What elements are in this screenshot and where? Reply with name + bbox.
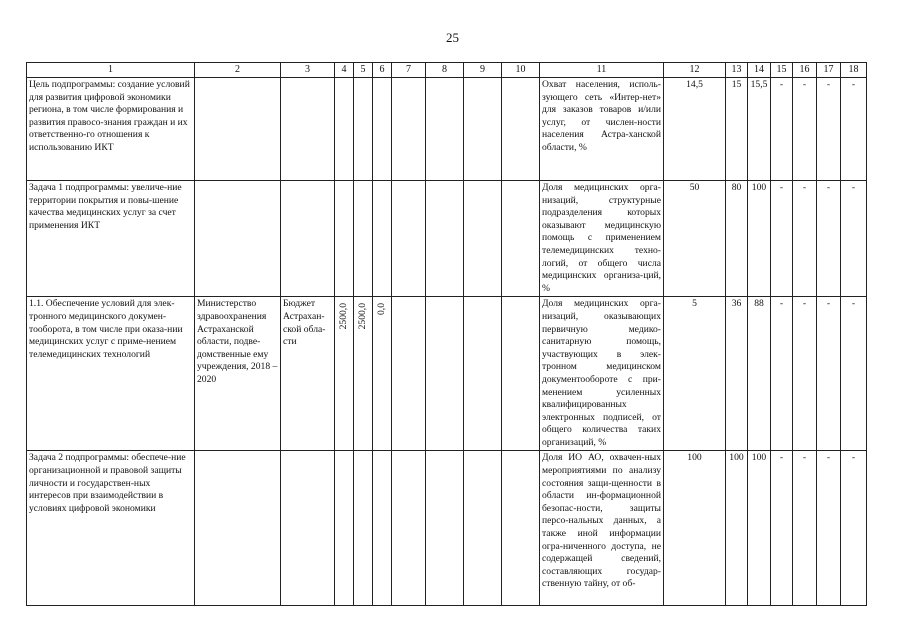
amount-year-2: 0,0 <box>375 303 387 316</box>
indicator-cell: Охват населения, исполь-зующего сеть «Интер-нет» для заказов товаров и/или услуг, от числен-ности населения Астра-ханской области, % <box>540 78 664 181</box>
amount-cell <box>335 451 354 606</box>
funding-source-cell <box>281 451 335 606</box>
amount-cell <box>354 78 373 181</box>
value-cell: - <box>793 451 817 606</box>
col-header: 3 <box>281 63 335 78</box>
value-cell: 36 <box>726 297 748 451</box>
value-cell: - <box>771 297 793 451</box>
amount-cell <box>373 297 392 451</box>
col-header: 1 <box>27 63 195 78</box>
col-header: 9 <box>464 63 502 78</box>
value-cell: - <box>771 181 793 297</box>
empty-cell <box>464 297 502 451</box>
value-cell: - <box>771 78 793 181</box>
empty-cell <box>392 451 426 606</box>
value-cell: 15,5 <box>748 78 771 181</box>
amount-cell <box>373 78 392 181</box>
value-cell: 100 <box>748 181 771 297</box>
amount-cell <box>354 181 373 297</box>
amount-total: 2500,0 <box>337 303 349 330</box>
empty-cell <box>426 181 464 297</box>
value-cell: 100 <box>664 451 726 606</box>
empty-cell <box>464 181 502 297</box>
amount-cell <box>354 451 373 606</box>
funding-source-cell: Бюджет Астрахан-ской обла-сти <box>281 297 335 451</box>
table-row <box>27 451 867 606</box>
value-cell: 5 <box>664 297 726 451</box>
value-cell: - <box>793 181 817 297</box>
header-row <box>27 63 867 78</box>
funding-source-cell <box>281 181 335 297</box>
task-cell: Задача 1 подпрограммы: увеличе-ние территории покрытия и повы-шение качества медицинских услуг за счет применения ИКТ <box>27 181 195 297</box>
goal-cell: Цель подпрограммы: создание условий для развития цифровой экономики региона, в том числе формирования и развития правосо-знания граждан и их ответственно-го отношения к использованию ИКТ <box>27 78 195 181</box>
empty-cell <box>502 181 540 297</box>
col-header: 17 <box>817 63 841 78</box>
executor-cell <box>195 78 281 181</box>
col-header: 14 <box>748 63 771 78</box>
value-cell: - <box>793 297 817 451</box>
indicator-cell: Доля ИО АО, охвачен-ных мероприятиями по анализу состояния защи-щенности в области ин-формационной безопас-ности, защиты персо-нальных данных, а также иной информации огра-ниченного доступа, не содержащей сведений, составляющих государ-ственную тайну, от об- <box>540 451 664 606</box>
value-cell: - <box>793 78 817 181</box>
value-cell: 100 <box>748 451 771 606</box>
value-cell: - <box>817 297 841 451</box>
funding-source-cell <box>281 78 335 181</box>
value-cell: 50 <box>664 181 726 297</box>
empty-cell <box>426 297 464 451</box>
program-table <box>26 62 867 606</box>
executor-cell <box>195 451 281 606</box>
col-header: 16 <box>793 63 817 78</box>
empty-cell <box>502 78 540 181</box>
amount-cell <box>335 78 354 181</box>
value-cell: - <box>841 297 867 451</box>
value-cell: 14,5 <box>664 78 726 181</box>
col-header: 8 <box>426 63 464 78</box>
empty-cell <box>392 78 426 181</box>
value-cell: - <box>771 451 793 606</box>
value-cell: 100 <box>726 451 748 606</box>
col-header: 7 <box>392 63 426 78</box>
value-cell: - <box>817 181 841 297</box>
empty-cell <box>426 451 464 606</box>
empty-cell <box>426 78 464 181</box>
col-header: 13 <box>726 63 748 78</box>
value-cell: - <box>841 181 867 297</box>
task-cell: Задача 2 подпрограммы: обеспече-ние организационной и правовой защиты личности и государствен-ных интересов при взаимодействии в условиях цифровой экономики <box>27 451 195 606</box>
empty-cell <box>392 181 426 297</box>
col-header: 5 <box>354 63 373 78</box>
empty-cell <box>464 78 502 181</box>
col-header: 2 <box>195 63 281 78</box>
empty-cell <box>502 297 540 451</box>
value-cell: - <box>817 78 841 181</box>
executor-cell: Министерство здравоохранения Астраханской области, подве-домственные ему учреждения, 2018 – 2020 <box>195 297 281 451</box>
amount-cell <box>373 181 392 297</box>
table-row <box>27 181 867 297</box>
col-header: 4 <box>335 63 354 78</box>
empty-cell <box>464 451 502 606</box>
page-number: 25 <box>446 30 459 45</box>
table-row <box>27 297 867 451</box>
value-cell: - <box>841 451 867 606</box>
value-cell: 80 <box>726 181 748 297</box>
executor-cell <box>195 181 281 297</box>
empty-cell <box>392 297 426 451</box>
amount-cell <box>335 297 354 451</box>
value-cell: 88 <box>748 297 771 451</box>
amount-cell <box>373 451 392 606</box>
value-cell: - <box>841 78 867 181</box>
amount-year-1: 2500,0 <box>356 303 368 330</box>
value-cell: 15 <box>726 78 748 181</box>
col-header: 11 <box>540 63 664 78</box>
indicator-cell: Доля медицинских орга-низаций, структурные подразделения которых оказывают медицинскую помощь с применением телемедицинских техно-логий, от общего числа медицинских организа-ций, % <box>540 181 664 297</box>
amount-cell <box>354 297 373 451</box>
col-header: 10 <box>502 63 540 78</box>
activity-cell: 1.1. Обеспечение условий для элек-тронного медицинского докумен-тооборота, в том числе при оказа-нии медицинских услуг с приме-нением телемедицинских технологий <box>27 297 195 451</box>
col-header: 6 <box>373 63 392 78</box>
col-header: 18 <box>841 63 867 78</box>
col-header: 15 <box>771 63 793 78</box>
empty-cell <box>502 451 540 606</box>
table-row <box>27 78 867 181</box>
col-header: 12 <box>664 63 726 78</box>
indicator-cell: Доля медицинских орга-низаций, оказывающих первичную медико-санитарную помощь, участвующих в элек-тронном медицинском документообороте с при-менением усиленных квалифицированных электронных подписей, от общего количества таких организаций, % <box>540 297 664 451</box>
amount-cell <box>335 181 354 297</box>
value-cell: - <box>817 451 841 606</box>
